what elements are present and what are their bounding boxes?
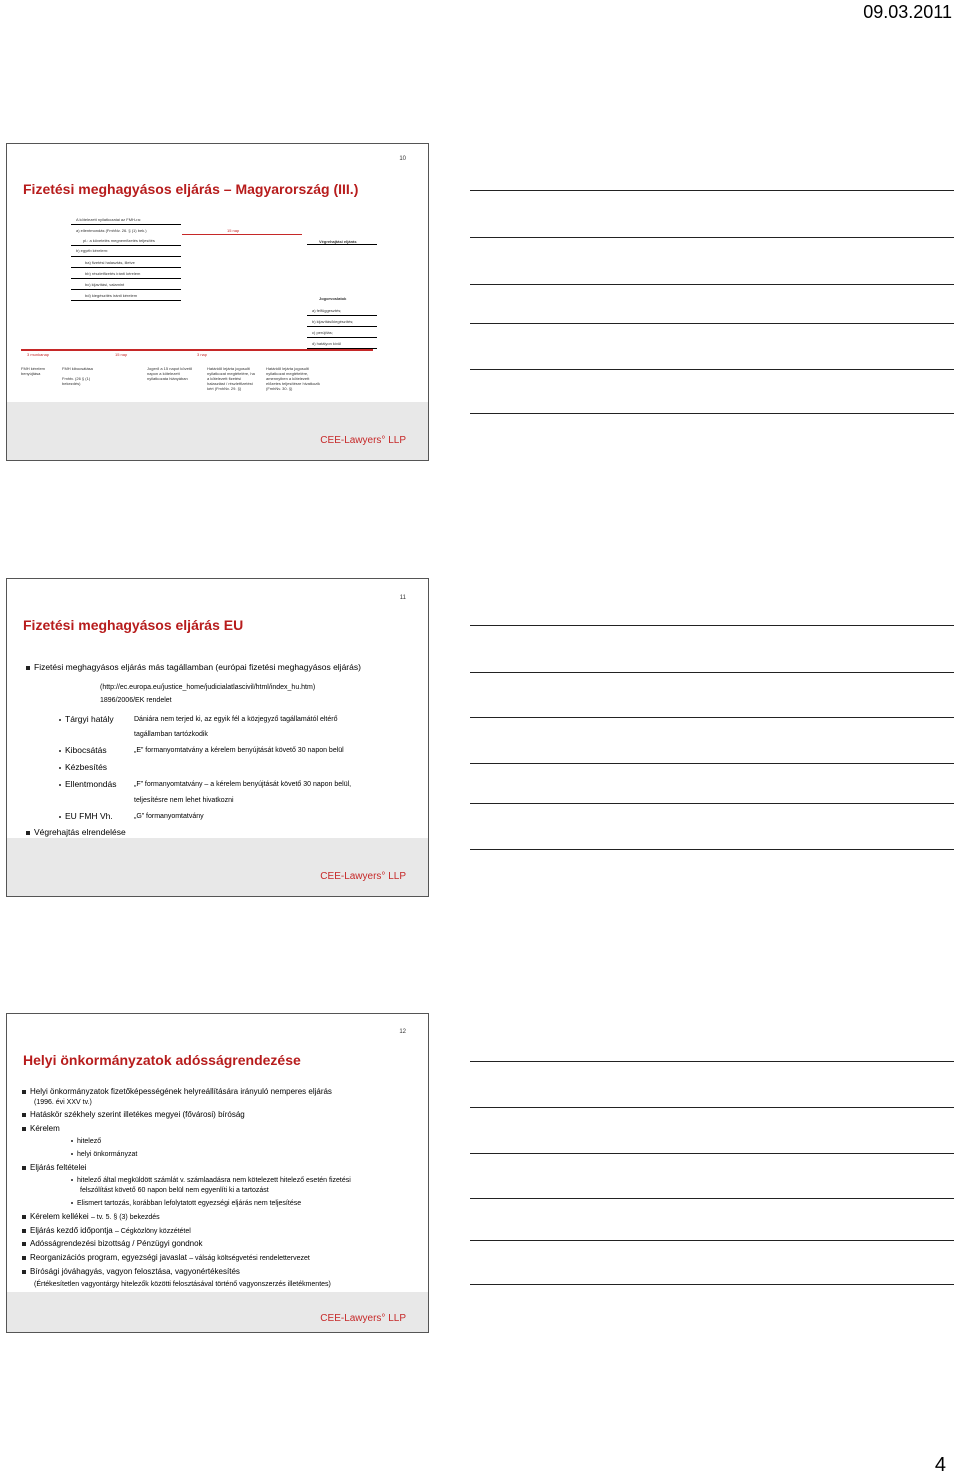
square-bullet-icon	[22, 1256, 26, 1260]
regulation: 1896/2006/EK rendelet	[100, 697, 172, 704]
step-deadline-2: Határidő lejárta jogosulti nyilatkozat megtételére, amennyiben a kötelezett előzetes teljesítésre hivatkozik (FmhNv. 30. §)	[266, 366, 321, 391]
square-bullet-icon	[22, 1113, 26, 1117]
bullet: Kérelem kellékei – tv. 5. § (3) bekezdés	[22, 1212, 160, 1223]
slide-1	[6, 143, 429, 461]
diagram-remedy-a: a) felfüggesztés;	[312, 308, 342, 313]
bullet: Adósságrendezési bizottság / Pénzügyi gondnok	[22, 1239, 203, 1249]
diagram-item-bd: bd) kiegészítés iránti kérelem	[85, 293, 138, 298]
diagram-top-label: A kötelezett nyilatkozatai az FMH-ra:	[76, 217, 141, 222]
diagram-remedy-b: b) kijavítás/kiegészítés;	[312, 319, 354, 324]
step-issuance: FMH kibocsátása Fmhtv. (26 § (1) bekezdés)	[62, 366, 93, 386]
timeline-3-days: 3 nap	[197, 352, 208, 357]
square-bullet-icon	[22, 1166, 26, 1170]
slide-number: 11	[399, 595, 406, 601]
row-text: „G” formanyomtatvány	[134, 813, 204, 820]
bullet-icon	[59, 784, 61, 786]
step-finality: Jogerő a 15 napot követő napon a kötelezett nyilatkozata hiányában	[147, 366, 193, 381]
bullet-icon	[71, 1140, 73, 1142]
bullet-cont: (Értékesítetlen vagyontárgy hitelezők közötti felosztásával történő vagyonszerzés illetékmentes)	[34, 1281, 331, 1288]
row-label: Kibocsátás	[59, 745, 107, 756]
intro-text: Fizetési meghagyásos eljárás más tagállamban (európai fizetési meghagyásos eljárás)	[34, 662, 361, 672]
sub-bullet-cont: felszólítást követő 60 napon belül nem egyenlíti ki a tartozást	[80, 1187, 269, 1194]
intro-bullet	[26, 662, 361, 673]
slide-title: Fizetési meghagyásos eljárás EU	[23, 617, 244, 633]
diagram-15-day-top: 15 nap	[227, 228, 240, 233]
slide-title: Fizetési meghagyásos eljárás – Magyarország (III.)	[23, 181, 359, 197]
bullet-icon	[59, 767, 61, 769]
step-request: FMH kérelem benyújtása	[21, 366, 46, 376]
diagram-item-bc: bc) kijavítási, valamint	[85, 282, 125, 287]
row-label: Tárgyi hatály	[59, 714, 114, 725]
square-bullet-icon	[22, 1242, 26, 1246]
row-text-cont: teljesítésre nem lehet hivatkozni	[134, 797, 234, 804]
diagram-remedies: Jogorvoslatok	[319, 296, 347, 301]
row-label: Ellentmondás	[59, 779, 117, 790]
bullet-icon	[59, 816, 61, 818]
bullet: Reorganizációs program, egyezségi javaslat – válság költségvetési rendelettervezet	[22, 1253, 310, 1264]
slide-footer	[7, 838, 428, 896]
bullet: Kérelem	[22, 1124, 60, 1134]
timeline-3-workdays: 3 munkanap	[27, 352, 50, 357]
timeline-15-days: 15 nap	[115, 352, 128, 357]
sub-bullet: hitelező	[71, 1137, 101, 1146]
slide-number: 12	[399, 1029, 406, 1035]
diagram-item-a: a) ellentmondás (FmhNv. 26. § (1) bek.)	[76, 228, 147, 233]
bullet: Helyi önkormányzatok fizetőképességének helyreállítására irányuló nemperes eljárás	[22, 1087, 332, 1097]
footer-brand: CEE-Lawyers° LLP	[320, 435, 406, 446]
slide-number: 10	[399, 156, 406, 162]
row-label: EU FMH Vh.	[59, 811, 113, 822]
square-bullet-icon	[26, 831, 30, 835]
diagram-item-b: b) egyéb kérelem:	[76, 248, 109, 253]
bullet-icon	[59, 719, 61, 721]
square-bullet-icon	[26, 666, 30, 670]
sub-bullet: Elismert tartozás, korábban lefolytatott egyezségi eljárás nem teljesítése	[71, 1199, 301, 1208]
bullet-icon	[71, 1179, 73, 1181]
square-bullet-icon	[22, 1127, 26, 1131]
bullet-icon	[59, 750, 61, 752]
square-bullet-icon	[22, 1215, 26, 1219]
diagram-remedy-d: d) hatályon kívül	[312, 341, 342, 346]
diagram-note: pl.: a követelés megnemfizetés teljesítés	[83, 238, 155, 243]
row-text-cont: tagállamban tartózkodik	[134, 731, 208, 738]
sub-bullet: helyi önkormányzat	[71, 1150, 137, 1159]
slide-3	[6, 1013, 429, 1333]
bullet: Hatáskör székhely szerint illetékes megyei (fővárosi) bíróság	[22, 1110, 245, 1120]
diagram-item-bb: bb) részletfizetés iránti kérelem	[85, 271, 141, 276]
diagram-enforcement: Végrehajtási eljárás	[319, 239, 357, 244]
bullet: Eljárás kezdő időpontja – Cégközlöny közzététel	[22, 1226, 191, 1237]
diagram-remedy-c: c) perújítás;	[312, 330, 333, 335]
slide-title: Helyi önkormányzatok adósságrendezése	[23, 1052, 301, 1068]
row-text: „E” formanyomtatvány a kérelem benyújtását követő 30 napon belül	[134, 747, 344, 754]
diagram-item-ba: ba) fizetési halasztás, illetve	[85, 260, 135, 265]
bullet: Bírósági jóváhagyás, vagyon felosztása, vagyonértékesítés	[22, 1267, 240, 1277]
header-date: 09.03.2011	[863, 2, 952, 22]
eu-url: (http://ec.europa.eu/justice_home/judicialatlascivil/html/index_hu.htm)	[100, 684, 316, 691]
enforcement-bullet: Végrehajtás elrendelése	[26, 827, 126, 838]
footer-brand: CEE-Lawyers° LLP	[320, 871, 406, 882]
square-bullet-icon	[22, 1090, 26, 1094]
bullet: Eljárás feltételei	[22, 1163, 86, 1173]
sub-bullet: hitelező által megküldött számlát v. számlaadásra nem kötelezett hitelező esetén fizetési	[71, 1176, 351, 1185]
square-bullet-icon	[22, 1270, 26, 1274]
row-text: „F” formanyomtatvány – a kérelem benyújtását követő 30 napon belül,	[134, 781, 352, 788]
bullet-icon	[71, 1202, 73, 1204]
bullet-icon	[71, 1153, 73, 1155]
bullet-cont: (1996. évi XXV tv.)	[34, 1099, 92, 1106]
step-deadline-1: Határidő lejárta jogosulti nyilatkozat megtételére, ha a kötelezett fizetési halasztást / részletfizetést kért (FmhNv. 29. §)	[207, 366, 255, 391]
footer-brand: CEE-Lawyers° LLP	[320, 1313, 406, 1324]
row-text: Dániára nem terjed ki, az egyik fél a közjegyző tagállamától eltérő	[134, 716, 338, 723]
page-number: 4	[934, 1454, 946, 1476]
slide-footer	[7, 1292, 428, 1332]
row-label: Kézbesítés	[59, 762, 107, 773]
slide-footer	[7, 402, 428, 460]
square-bullet-icon	[22, 1229, 26, 1233]
slide-2	[6, 578, 429, 897]
